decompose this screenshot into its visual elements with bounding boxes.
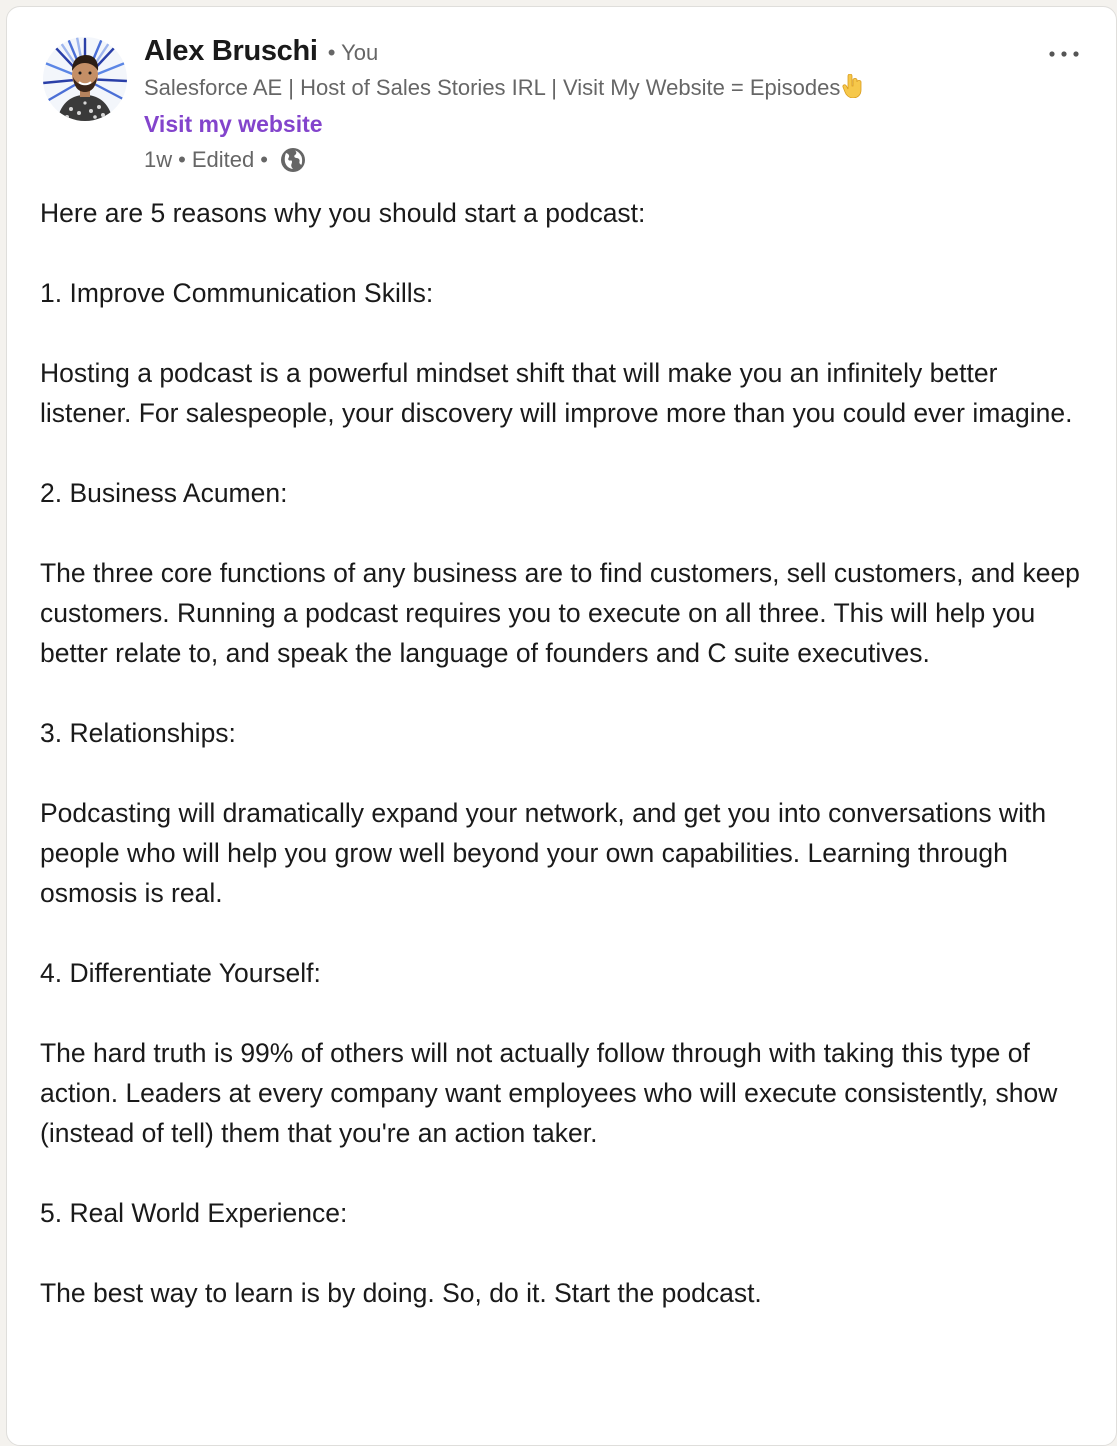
meta-separator: • (178, 147, 186, 172)
post-heading-3: 3. Relationships: (40, 718, 236, 748)
more-options-icon[interactable] (1047, 45, 1081, 63)
post-header (144, 35, 862, 173)
post-paragraph-4: The hard truth is 99% of others will not actually follow through with taking this type of action. Leaders at every company want employees who will execute consistently, show (instead of tell) them that you're an action taker. (40, 1038, 1058, 1148)
post-edited-label: Edited (191, 147, 255, 172)
post-card (6, 6, 1117, 1446)
meta-separator: • (260, 147, 268, 172)
pointing-down-icon (842, 74, 862, 104)
post-paragraph-3: Podcasting will dramatically expand your network, and get you into conversations with people who will help you grow well beyond your own capabilities. Learning through osmosis is real. (40, 798, 1047, 908)
visit-website-link[interactable]: Visit my website (144, 111, 323, 137)
post-paragraph-2: The three core functions of any business are to find customers, sell customers, and keep customers. Running a podcast requires you to execute on all three. This will help you better relate to, and speak the language of founders and C suite executives. (40, 558, 1080, 668)
post-heading-5: 5. Real World Experience: (40, 1198, 348, 1228)
author-headline-row (144, 74, 862, 104)
post-meta (144, 147, 862, 173)
post-body (40, 193, 1080, 1353)
globe-icon (280, 147, 306, 173)
author-relation: • You (327, 40, 379, 65)
post-paragraph-intro: Here are 5 reasons why you should start a podcast: (40, 198, 646, 228)
post-heading-2: 2. Business Acumen: (40, 478, 288, 508)
post-heading-1: 1. Improve Communication Skills: (40, 278, 434, 308)
avatar-image (43, 37, 127, 121)
author-name-row (144, 35, 862, 71)
post-paragraph-5: The best way to learn is by doing. So, do it. Start the podcast. (40, 1278, 762, 1308)
author-headline: Salesforce AE | Host of Sales Stories IRL | Visit My Website = Episodes (144, 75, 841, 100)
post-paragraph-1: Hosting a podcast is a powerful mindset shift that will make you an infinitely better listener. For salespeople, your discovery will improve more than you could ever imagine. (40, 358, 1073, 428)
author-name[interactable]: Alex Bruschi (144, 35, 318, 67)
author-avatar[interactable] (43, 37, 127, 121)
post-time[interactable]: 1w (144, 147, 173, 172)
post-heading-4: 4. Differentiate Yourself: (40, 958, 321, 988)
